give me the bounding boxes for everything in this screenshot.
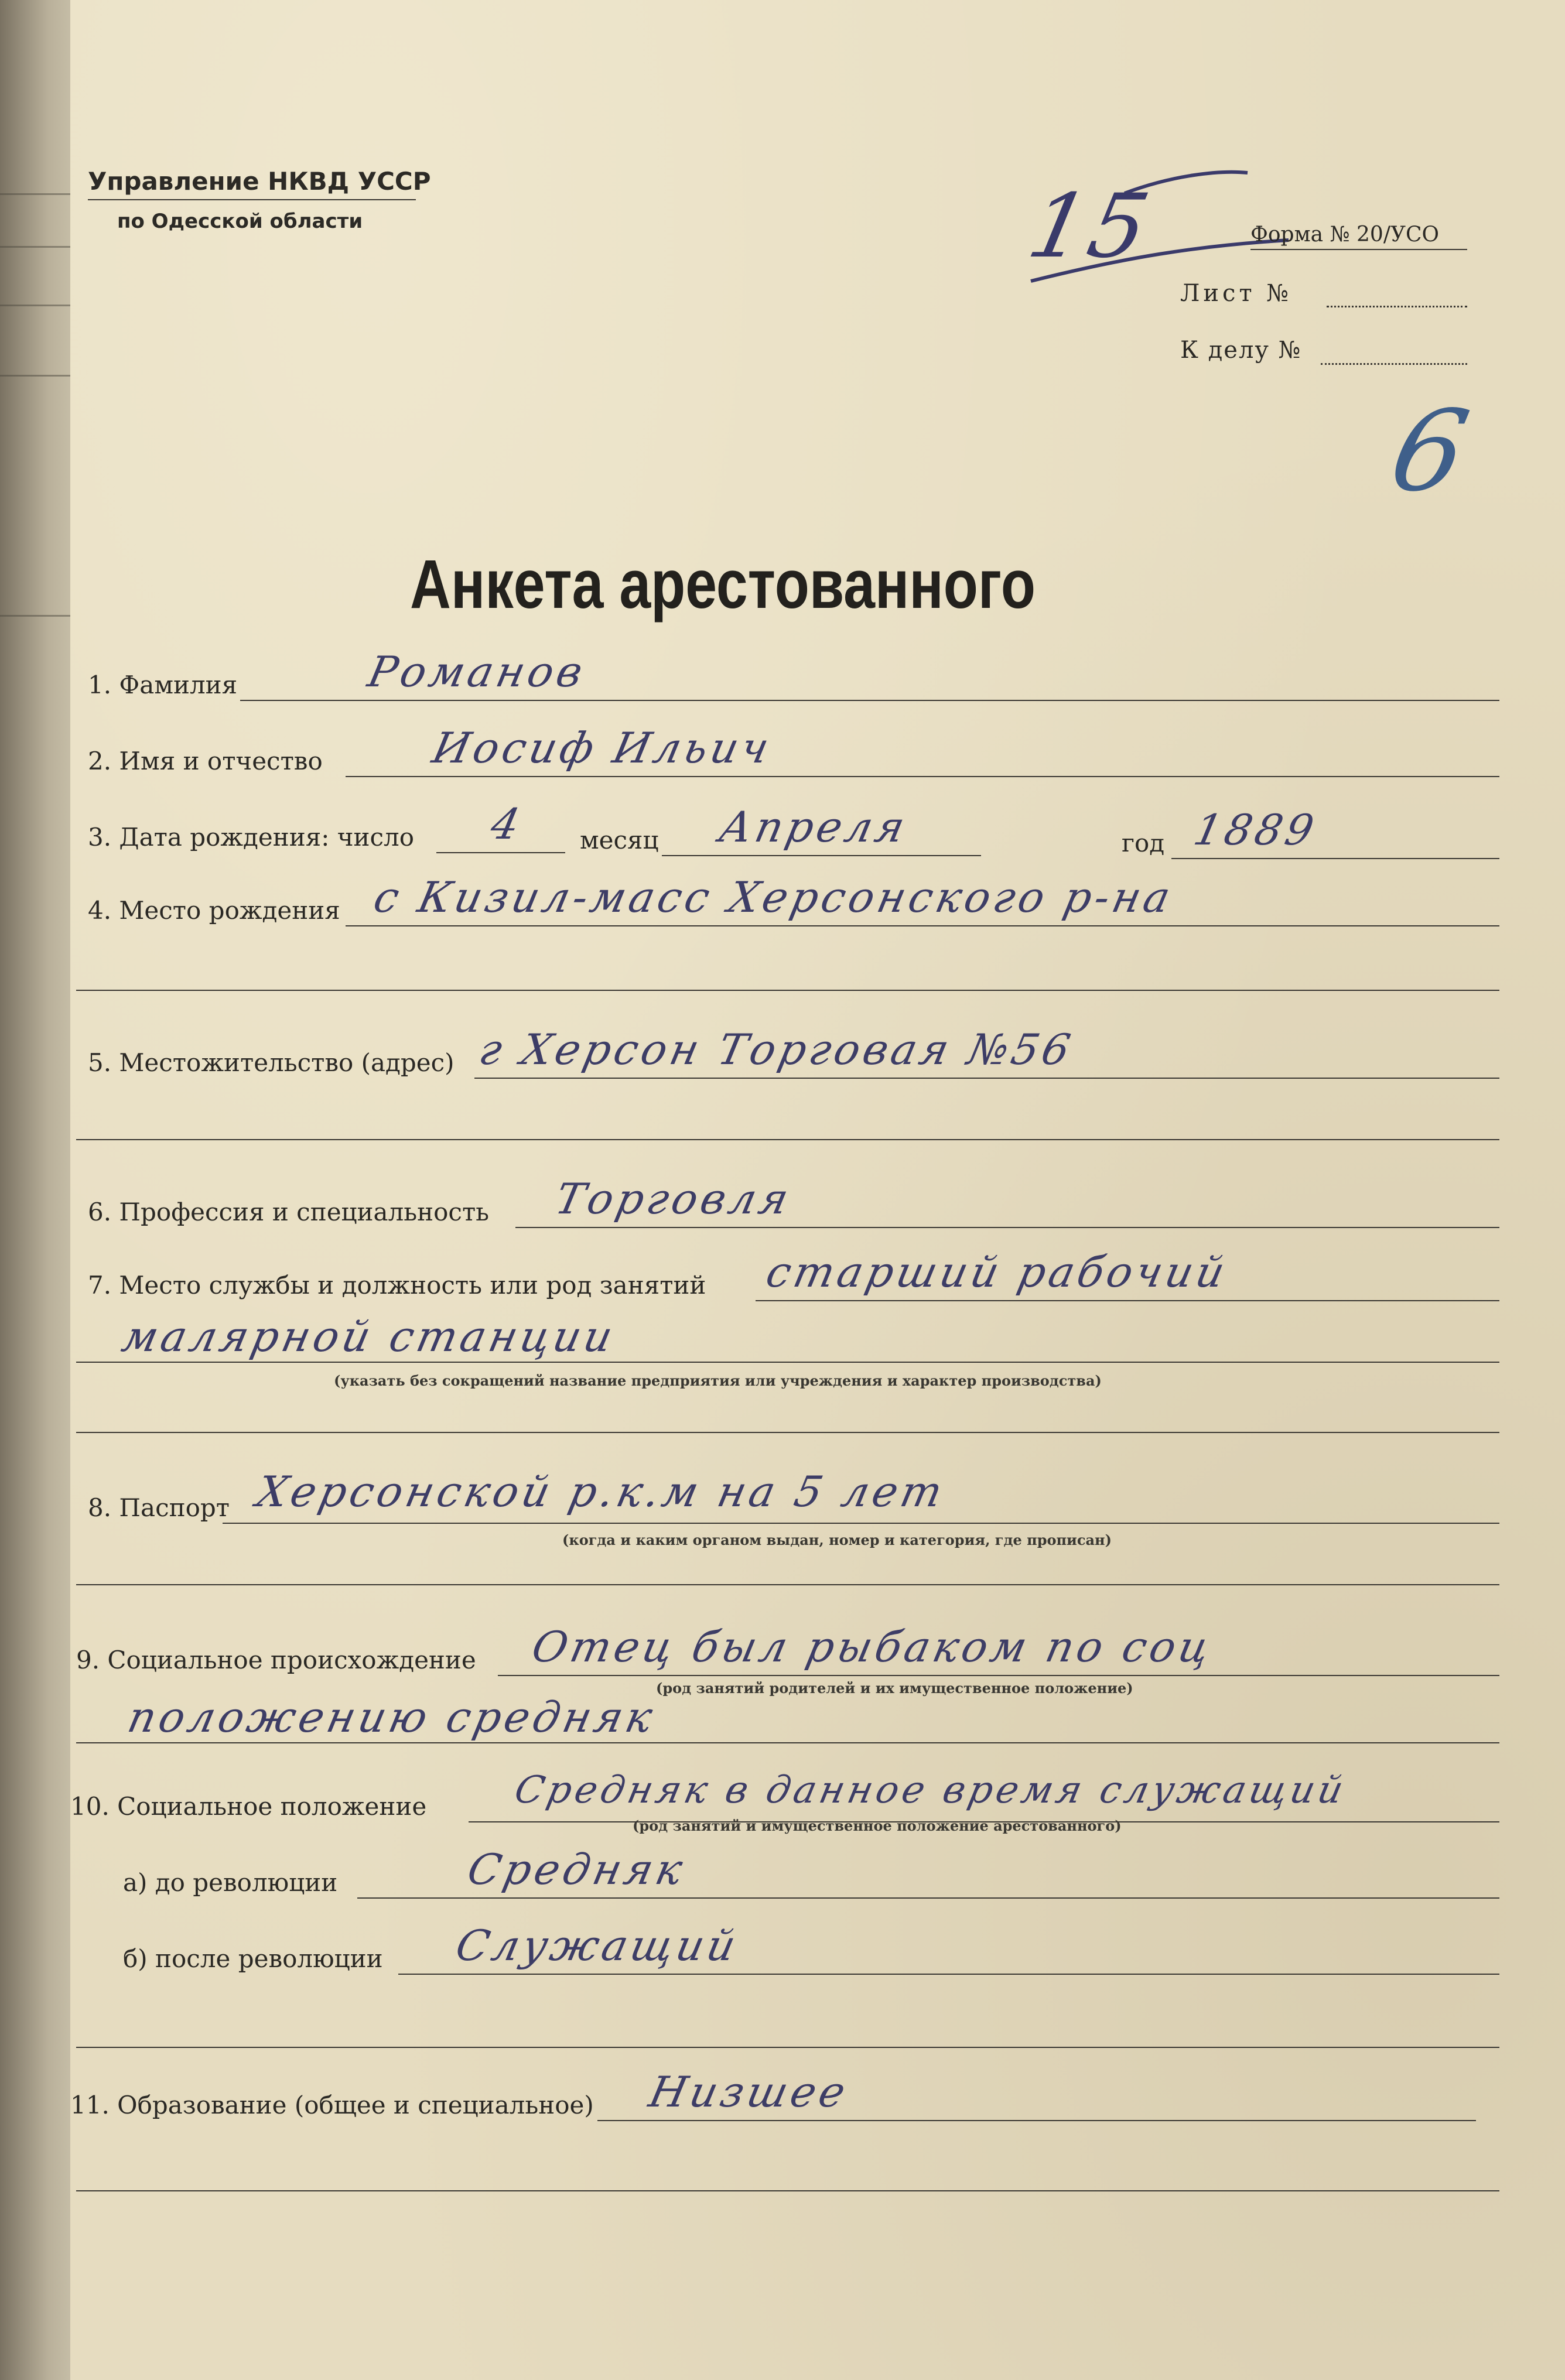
field-10-label: 10. Социальное положение bbox=[70, 1792, 427, 1821]
field-9-value-1: Отец был рыбаком по соц bbox=[528, 1622, 1218, 1671]
field-11-label: 11. Образование (общее и специальное) bbox=[70, 2091, 594, 2119]
agency-underline bbox=[88, 199, 416, 200]
field-10b-line bbox=[398, 1974, 1499, 1975]
field-3-day-line bbox=[436, 852, 565, 853]
field-3-month: Апреля bbox=[715, 802, 913, 852]
field-3-label: 3. Дата рождения: число bbox=[88, 823, 414, 852]
field-7-line-3 bbox=[76, 1432, 1499, 1433]
field-5-line bbox=[474, 1078, 1499, 1079]
field-7-value-1: старший рабочий bbox=[762, 1247, 1233, 1297]
binder-rule bbox=[0, 246, 76, 248]
field-8-label: 8. Паспорт bbox=[88, 1493, 230, 1522]
form-number: Форма № 20/УСО bbox=[1250, 223, 1440, 247]
agency-region: по Одесской области bbox=[117, 210, 363, 233]
field-3-day: 4 bbox=[487, 799, 528, 849]
field-6-label: 6. Профессия и специальность bbox=[88, 1198, 490, 1226]
case-field bbox=[1321, 363, 1467, 365]
field-4-label: 4. Место рождения bbox=[88, 896, 340, 925]
field-7-value-2: малярной станции bbox=[118, 1312, 621, 1361]
field-4-value: с Кизил-масс Херсонского р-на bbox=[370, 873, 1178, 922]
binder-rule bbox=[0, 375, 76, 377]
field-1-line bbox=[240, 700, 1499, 701]
field-1-label: 1. Фамилия bbox=[88, 671, 238, 699]
form-number-underline bbox=[1250, 249, 1467, 250]
field-8-value: Херсонской р.к.м на 5 лет bbox=[252, 1467, 951, 1516]
case-label: К делу № bbox=[1180, 337, 1302, 364]
field-2-label: 2. Имя и отчество bbox=[88, 747, 323, 775]
field-7-hint: (указать без сокращений название предприятия или учреждения и характер производства) bbox=[334, 1372, 1102, 1389]
binder-rule bbox=[0, 615, 76, 617]
field-9-hint: (род занятий родителей и их имущественное положение) bbox=[656, 1680, 1133, 1697]
field-6-value: Торговля bbox=[551, 1174, 797, 1223]
field-10a-value: Средняк bbox=[463, 1845, 691, 1894]
field-7-line-2 bbox=[76, 1362, 1499, 1363]
field-3-year-line bbox=[1171, 858, 1499, 859]
field-3-year: 1889 bbox=[1190, 805, 1322, 854]
field-10b-value: Служащий bbox=[452, 1921, 744, 1970]
field-3-month-line bbox=[662, 855, 981, 856]
handwritten-number: 15 bbox=[1020, 176, 1161, 278]
field-6-line bbox=[515, 1227, 1499, 1228]
field-3-year-label: год bbox=[1122, 829, 1165, 857]
field-9-line bbox=[498, 1675, 1499, 1676]
handwritten-sheet-number: 6 bbox=[1380, 387, 1482, 516]
field-9-line-2 bbox=[76, 1742, 1499, 1743]
sheet-label: Лист № bbox=[1180, 280, 1293, 307]
field-10-line-2 bbox=[76, 2047, 1499, 2048]
field-10b-label: б) после революции bbox=[123, 1944, 383, 1973]
field-7-label: 7. Место службы и должность или род занятий bbox=[88, 1271, 706, 1300]
field-10a-label: а) до революции bbox=[123, 1868, 338, 1897]
agency-name: Управление НКВД УССР bbox=[88, 167, 431, 196]
field-5-value: г Херсон Торговая №56 bbox=[475, 1025, 1078, 1074]
field-11-line bbox=[597, 2120, 1476, 2121]
field-5-line-2 bbox=[76, 1139, 1499, 1140]
field-5-label: 5. Местожительство (адрес) bbox=[88, 1048, 455, 1077]
field-10a-line bbox=[357, 1897, 1499, 1899]
binder-rule bbox=[0, 305, 76, 306]
field-4-line-2 bbox=[76, 990, 1499, 991]
binder-rule bbox=[0, 193, 76, 195]
sheet-field bbox=[1327, 306, 1467, 307]
field-11-value: Низшее bbox=[645, 2067, 853, 2116]
field-9-value-2: положению средняк bbox=[124, 1692, 661, 1742]
field-8-line bbox=[223, 1523, 1499, 1524]
field-11-line-2 bbox=[76, 2190, 1499, 2191]
field-1-value: Романов bbox=[364, 647, 591, 696]
form-sheet bbox=[70, 0, 1565, 2380]
field-8-hint: (когда и каким органом выдан, номер и категория, где прописан) bbox=[562, 1531, 1112, 1548]
field-2-line bbox=[346, 776, 1499, 777]
field-10-value: Средняк в данное время служащий bbox=[511, 1769, 1351, 1812]
field-7-line bbox=[756, 1300, 1499, 1301]
field-2-value: Иосиф Ильич bbox=[428, 723, 777, 772]
form-title: Анкета арестованного bbox=[410, 546, 1036, 623]
field-4-line bbox=[346, 925, 1499, 926]
field-10-hint: (род занятий и имущественное положение арестованного) bbox=[633, 1817, 1122, 1834]
field-8-line-2 bbox=[76, 1584, 1499, 1585]
field-9-label: 9. Социальное происхождение bbox=[76, 1646, 476, 1674]
field-3-month-label: месяц bbox=[580, 826, 659, 854]
